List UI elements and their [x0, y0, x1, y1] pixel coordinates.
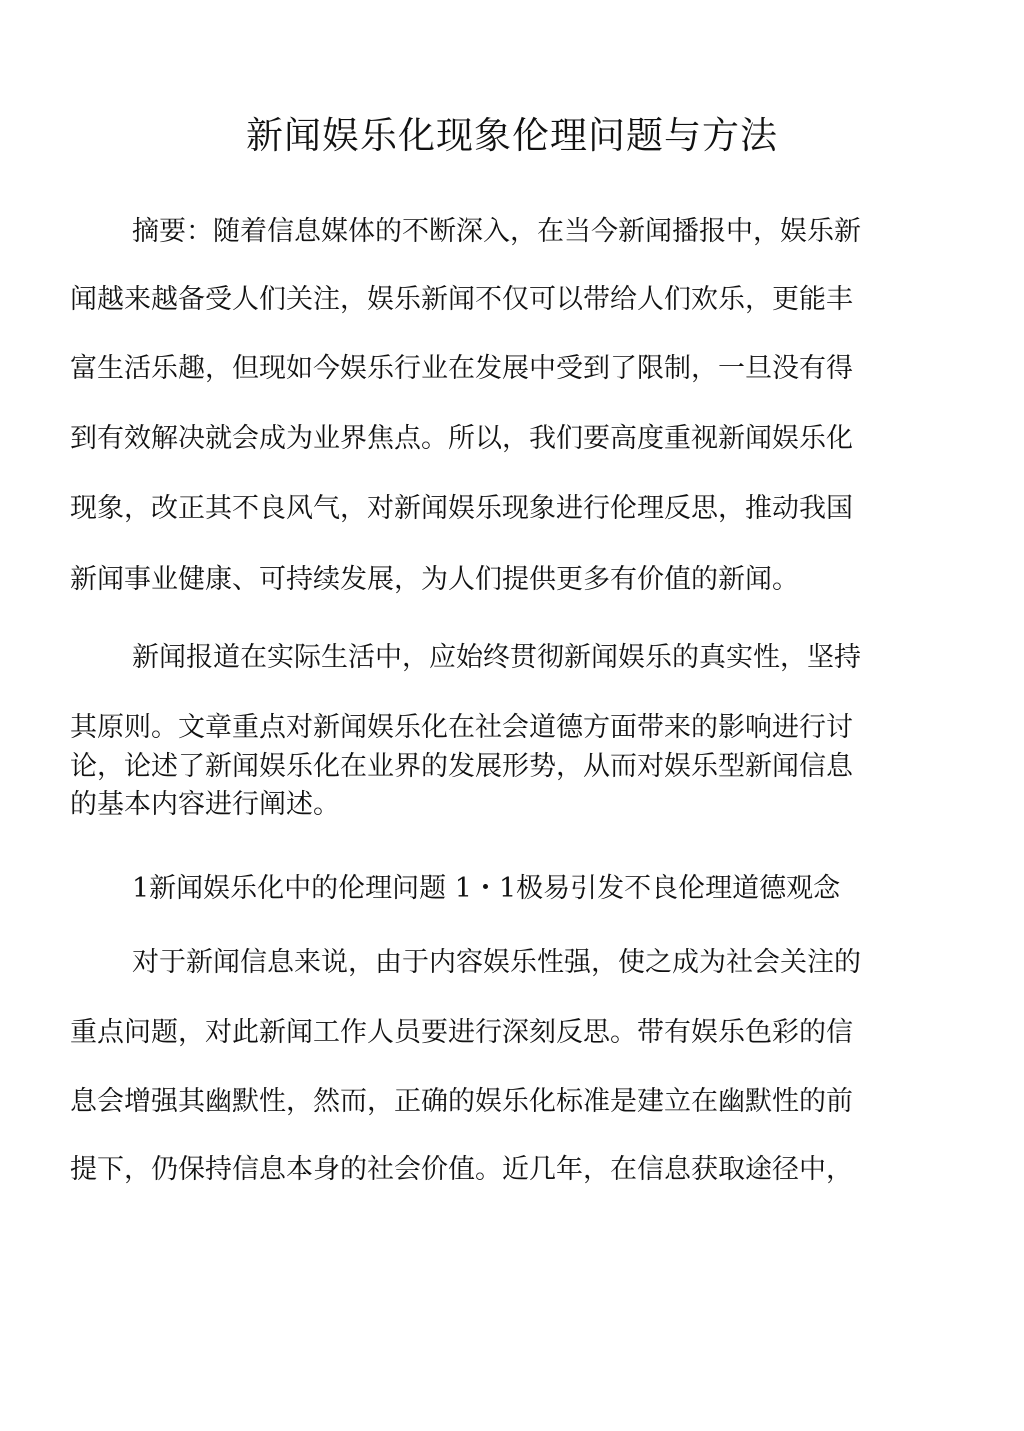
abstract-line-1: 摘要：随着信息媒体的不断深入，在当今新闻播报中，娱乐新 — [132, 216, 861, 247]
intro-line-1: 新闻报道在实际生活中，应始终贯彻新闻娱乐的真实性，坚持 — [132, 642, 861, 673]
intro-line-4: 的基本内容进行阐述。 — [70, 789, 340, 820]
page-title: 新闻娱乐化现象伦理问题与方法 — [246, 114, 778, 157]
body-line-1: 对于新闻信息来说，由于内容娱乐性强，使之成为社会关注的 — [132, 947, 861, 978]
intro-line-2: 其原则。文章重点对新闻娱乐化在社会道德方面带来的影响进行讨 — [70, 712, 853, 743]
abstract-line-5: 现象，改正其不良风气，对新闻娱乐现象进行伦理反思，推动我国 — [70, 493, 853, 524]
abstract-line-3: 富生活乐趣，但现如今娱乐行业在发展中受到了限制，一旦没有得 — [70, 353, 853, 384]
body-line-3: 息会增强其幽默性，然而，正确的娱乐化标准是建立在幽默性的前 — [70, 1086, 853, 1117]
abstract-line-4: 到有效解决就会成为业界焦点。所以，我们要高度重视新闻娱乐化 — [70, 423, 853, 454]
body-line-4: 提下，仍保持信息本身的社会价值。近几年，在信息获取途径中， — [70, 1154, 853, 1185]
abstract-line-6: 新闻事业健康、可持续发展，为人们提供更多有价值的新闻。 — [70, 564, 799, 595]
section-heading: 1新闻娱乐化中的伦理问题 1・1极易引发不良伦理道德观念 — [132, 873, 841, 904]
abstract-line-2: 闻越来越备受人们关注，娱乐新闻不仅可以带给人们欢乐，更能丰 — [70, 284, 853, 315]
intro-line-3: 论，论述了新闻娱乐化在业界的发展形势，从而对娱乐型新闻信息 — [70, 751, 853, 782]
body-line-2: 重点问题，对此新闻工作人员要进行深刻反思。带有娱乐色彩的信 — [70, 1017, 853, 1048]
